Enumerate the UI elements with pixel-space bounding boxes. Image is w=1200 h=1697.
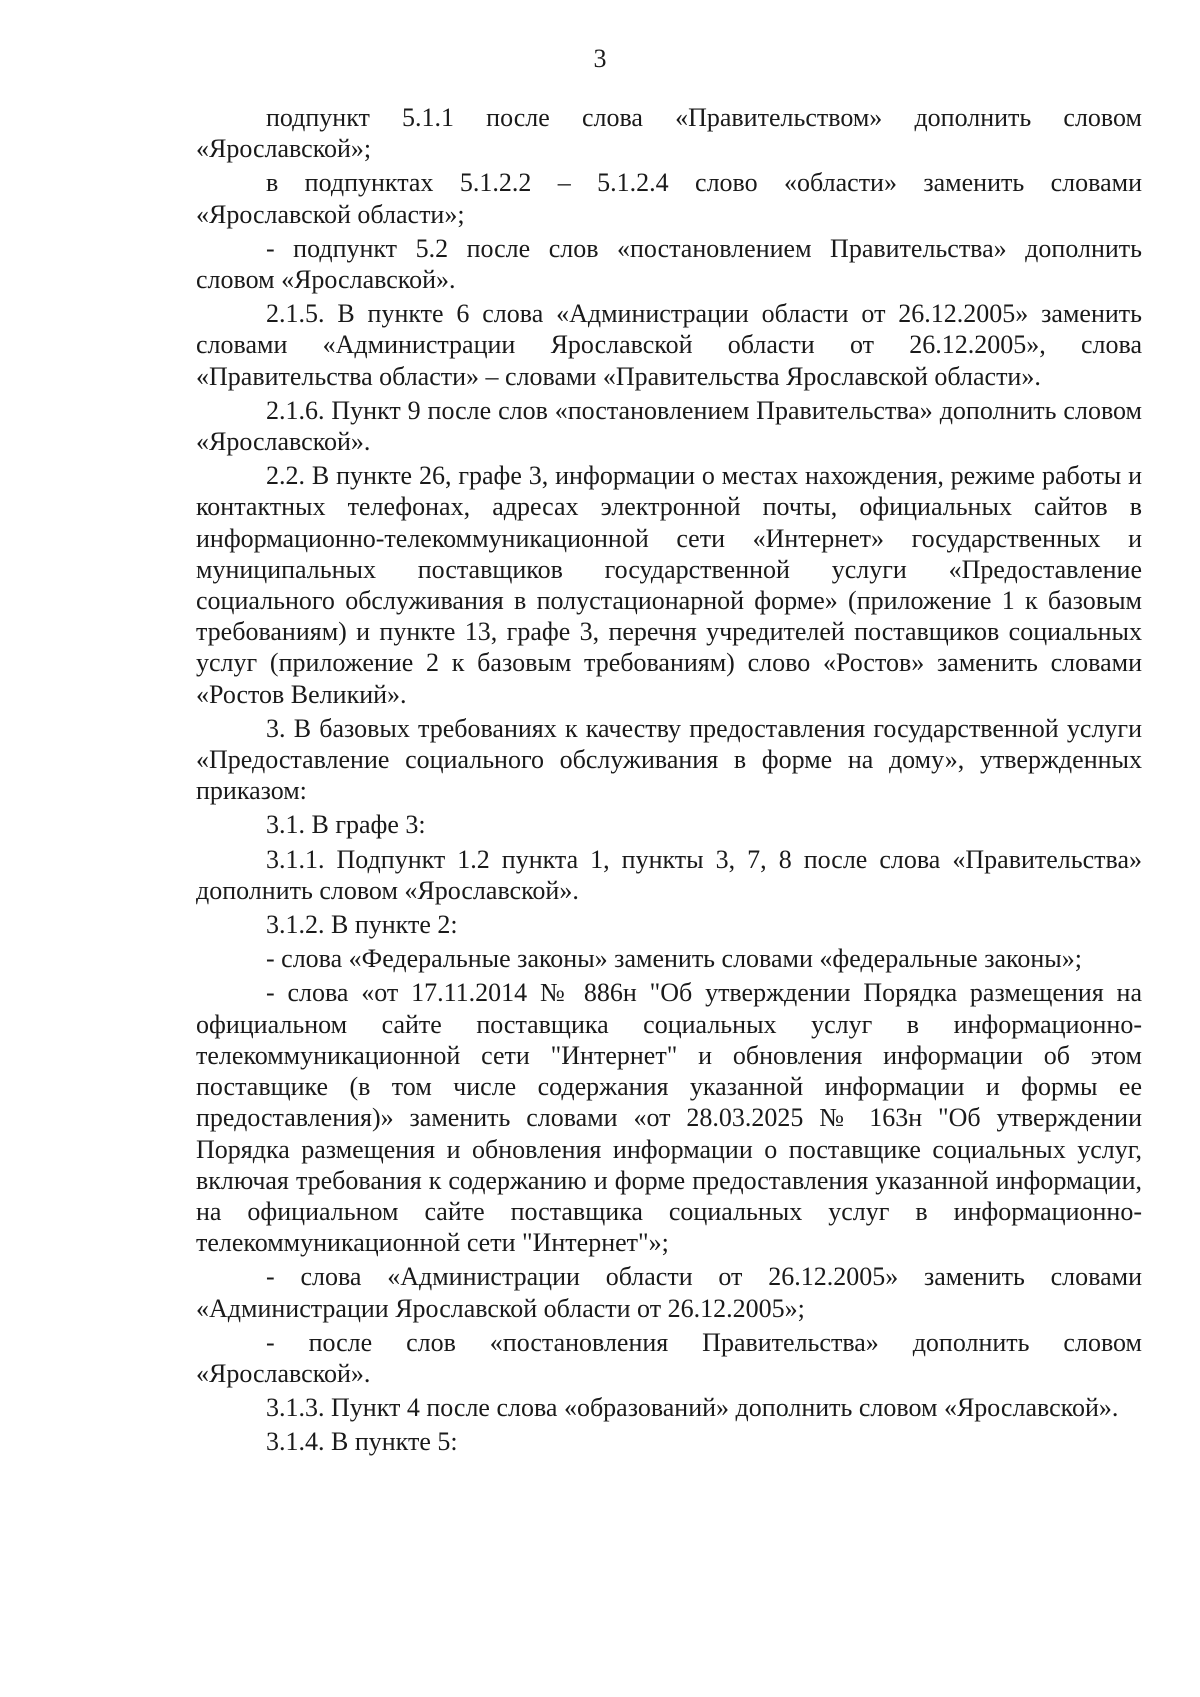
paragraph-3-1-1: 3.1.1. Подпункт 1.2 пункта 1, пункты 3, 7, 8 после слова «Правительства» дополнить словом «Ярославской». xyxy=(196,844,1142,905)
paragraph-2-1-5: 2.1.5. В пункте 6 слова «Администрации области от 26.12.2005» заменить словами «Администрации Ярославской области от 26.12.2005», слова «Правительства области» – словами «Правительства Ярославской области». xyxy=(196,299,1142,391)
paragraph-subitems-5-1-2: в подпунктах 5.1.2.2 – 5.1.2.4 слово «области» заменить словами «Ярославской области»; xyxy=(196,168,1142,229)
paragraph-federal-laws: - слова «Федеральные законы» заменить словами «федеральные законы»; xyxy=(266,944,1082,974)
paragraph-administration: - слова «Администрации области от 26.12.2005» заменить словами «Администрации Ярославской области от 26.12.2005»; xyxy=(196,1262,1142,1323)
paragraph-3-1: 3.1. В графе 3: xyxy=(266,810,426,840)
paragraph-subitem-5-1-1: подпункт 5.1.1 после слова «Правительством» дополнить словом «Ярославской»; xyxy=(196,103,1142,164)
paragraph-subitem-5-2: - подпункт 5.2 после слов «постановлением Правительства» дополнить словом «Ярославской». xyxy=(196,233,1142,295)
document-body xyxy=(196,102,1142,1461)
page-number: 3 xyxy=(593,44,607,73)
paragraph-government-resolutions: - после слов «постановления Правительства» дополнить словом «Ярославской». xyxy=(196,1327,1142,1388)
paragraph-order-886n: - слова «от 17.11.2014 № 886н "Об утверждении Порядка размещения на официальном сайте поставщика социальных услуг в информационно-телекоммуникационной сети "Интернет" и обновления информации об этом поставщике (в том числе содержания указанной информации и формы ее предоставления)» заменить словами «от 28.03.2025 № 163н "Об утверждении Порядка размещения и обновления информации о поставщике социальных услуг, включая требования к содержанию и форме предоставления указанной информации, на официальном сайте поставщика социальных услуг в информационно-телекоммуникационной сети "Интернет"»; xyxy=(196,978,1142,1258)
paragraph-2-1-6: 2.1.6. Пункт 9 после слов «постановлением Правительства» дополнить словом «Ярославской». xyxy=(196,395,1142,457)
paragraph-3-1-3: 3.1.3. Пункт 4 после слова «образований» дополнить словом «Ярославской». xyxy=(266,1393,1119,1423)
paragraph-2-2: 2.2. В пункте 26, графе 3, информации о местах нахождения, режиме работы и контактных телефонах, адресах электронной почты, официальных сайтов в информационно-телекоммуникационной сети «Интернет» государственных и муниципальных поставщиков государственной услуги «Предоставление социального обслуживания в полустационарной форме» (приложение 1 к базовым требованиям) и пункте 13, графе 3, перечня учредителей поставщиков социальных услуг (приложение 2 к базовым требованиям) слово «Ростов» заменить словами «Ростов Великий». xyxy=(196,461,1142,709)
paragraph-3-1-4: 3.1.4. В пункте 5: xyxy=(266,1427,458,1457)
paragraph-3: 3. В базовых требованиях к качеству предоставления государственной услуги «Предоставление социального обслуживания в форме на дому», утвержденных приказом: xyxy=(196,713,1142,806)
paragraph-3-1-2: 3.1.2. В пункте 2: xyxy=(266,910,458,940)
